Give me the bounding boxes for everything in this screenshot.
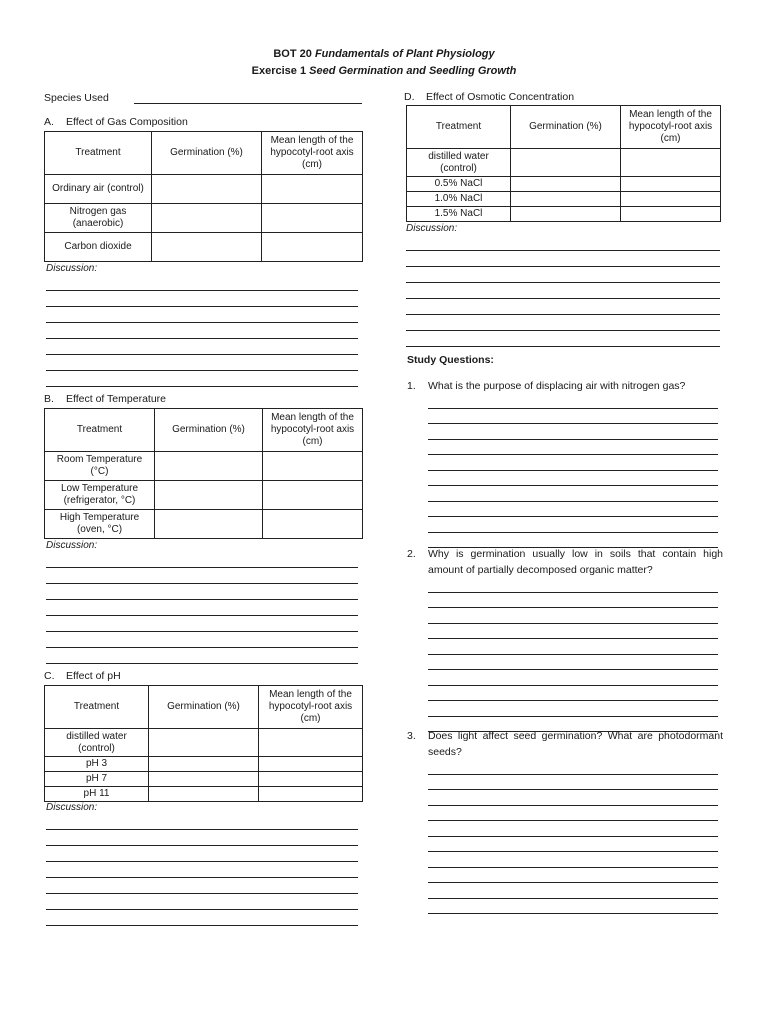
germination-cell[interactable] [511,149,621,177]
germination-cell[interactable] [155,452,263,481]
germination-cell[interactable] [511,177,621,192]
germination-cell[interactable] [149,757,259,772]
germination-cell[interactable] [155,510,263,539]
col-header-mean-length: Mean length of the hypocotyl-root axis (cm) [621,106,721,149]
row-label: Room Temperature (°C) [45,452,155,481]
row-label: distilled water (control) [45,729,149,757]
answer-lines-2[interactable] [428,577,718,732]
germination-cell[interactable] [511,192,621,207]
section-d-title: D. Effect of Osmotic Concentration [404,91,575,103]
germination-cell[interactable] [149,772,259,787]
study-questions-title: Study Questions: [407,354,494,366]
row-label: pH 7 [45,772,149,787]
discussion-lines-d[interactable] [406,235,720,347]
discussion-label-b: Discussion: [46,540,98,551]
col-header-treatment: Treatment [45,132,152,175]
germination-cell[interactable] [155,481,263,510]
discussion-label-a: Discussion: [46,263,98,274]
col-header-mean-length: Mean length of the hypocotyl-root axis (cm) [262,132,363,175]
row-label: Carbon dioxide [45,233,152,262]
germination-cell[interactable] [152,204,262,233]
course-title: BOT 20 Fundamentals of Plant Physiology [273,48,495,60]
table-gas-composition [44,131,363,262]
germination-cell[interactable] [152,175,262,204]
col-header-germination: Germination (%) [152,132,262,175]
row-label: 0.5% NaCl [407,177,511,192]
question-1: 1. What is the purpose of displacing air with nitrogen gas? [407,380,686,392]
mean-length-cell[interactable] [263,481,363,510]
discussion-lines-b[interactable] [46,552,358,664]
species-field [44,92,362,106]
mean-length-cell[interactable] [621,192,721,207]
col-header-treatment: Treatment [45,409,155,452]
species-blank-line[interactable] [134,103,362,104]
col-header-germination: Germination (%) [511,106,621,149]
row-label: Ordinary air (control) [45,175,152,204]
col-header-mean-length: Mean length of the hypocotyl-root axis (cm) [259,686,363,729]
table-ph [44,685,363,802]
col-header-germination: Germination (%) [155,409,263,452]
question-3: 3. Does light affect seed germination? What are photodormant seeds? [407,730,723,758]
col-header-treatment: Treatment [45,686,149,729]
question-2: 2. Why is germination usually low in soils that contain high amount of partially decomposed organic matter? [407,548,723,576]
row-label: Low Temperature (refrigerator, °C) [45,481,155,510]
mean-length-cell[interactable] [621,177,721,192]
row-label: 1.5% NaCl [407,207,511,222]
exercise-title: Exercise 1 Seed Germination and Seedling Growth [251,65,517,77]
answer-lines-1[interactable] [428,393,718,548]
page-header [0,46,768,80]
mean-length-cell[interactable] [259,787,363,802]
row-label: distilled water (control) [407,149,511,177]
discussion-lines-a[interactable] [46,275,358,387]
discussion-lines-c[interactable] [46,814,358,926]
mean-length-cell[interactable] [262,204,363,233]
mean-length-cell[interactable] [259,757,363,772]
germination-cell[interactable] [152,233,262,262]
mean-length-cell[interactable] [263,452,363,481]
section-a-title: A. Effect of Gas Composition [44,116,188,128]
germination-cell[interactable] [511,207,621,222]
row-label: pH 11 [45,787,149,802]
species-label: Species Used [44,92,109,104]
mean-length-cell[interactable] [262,175,363,204]
mean-length-cell[interactable] [259,729,363,757]
discussion-label-d: Discussion: [406,223,458,234]
table-osmotic-concentration [406,105,721,222]
mean-length-cell[interactable] [621,149,721,177]
mean-length-cell[interactable] [263,510,363,539]
discussion-label-c: Discussion: [46,802,98,813]
table-temperature [44,408,363,539]
col-header-treatment: Treatment [407,106,511,149]
row-label: Nitrogen gas (anaerobic) [45,204,152,233]
row-label: 1.0% NaCl [407,192,511,207]
row-label: High Temperature (oven, °C) [45,510,155,539]
row-label: pH 3 [45,757,149,772]
mean-length-cell[interactable] [262,233,363,262]
mean-length-cell[interactable] [621,207,721,222]
germination-cell[interactable] [149,787,259,802]
answer-lines-3[interactable] [428,759,718,914]
section-c-title: C. Effect of pH [44,670,121,682]
col-header-germination: Germination (%) [149,686,259,729]
germination-cell[interactable] [149,729,259,757]
section-b-title: B. Effect of Temperature [44,393,167,405]
mean-length-cell[interactable] [259,772,363,787]
col-header-mean-length: Mean length of the hypocotyl-root axis (cm) [263,409,363,452]
